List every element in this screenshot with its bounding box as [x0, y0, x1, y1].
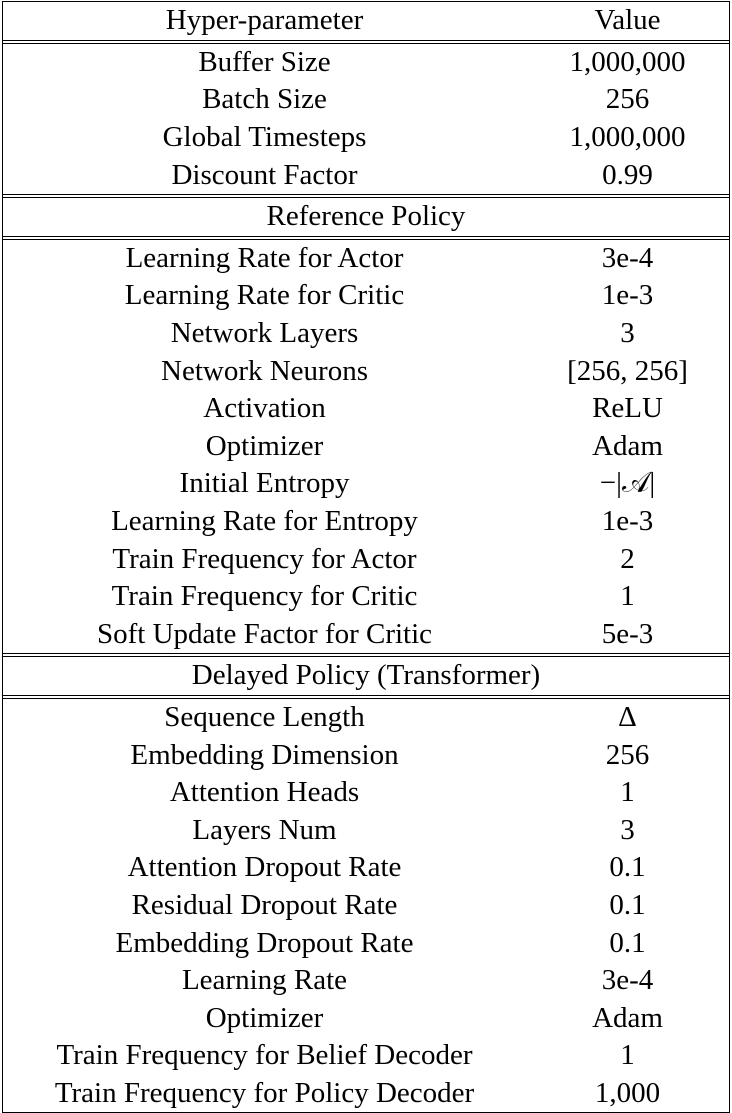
param-value: 0.1	[609, 926, 646, 959]
param-name: Discount Factor	[171, 158, 358, 191]
param-name: Batch Size	[202, 83, 327, 116]
table-row	[3, 1037, 729, 1075]
param-name: Attention Heads	[169, 776, 360, 809]
param-name: Residual Dropout Rate	[131, 888, 398, 921]
param-name: Buffer Size	[198, 45, 331, 78]
section-title: Reference Policy	[266, 200, 466, 233]
table-row	[3, 924, 729, 962]
table-row	[3, 774, 729, 812]
param-name: Train Frequency for Policy Decoder	[54, 1076, 475, 1109]
table-row	[3, 156, 729, 194]
table-row	[3, 277, 729, 315]
param-name: Network Neurons	[161, 354, 368, 387]
param-value: −|𝒜|	[599, 467, 656, 500]
table-row	[3, 1075, 729, 1113]
table-row	[3, 352, 729, 390]
section-title: Delayed Policy (Transformer)	[191, 659, 541, 692]
table-row	[3, 315, 729, 353]
param-value: 1	[620, 776, 635, 809]
param-name: Learning Rate	[181, 964, 348, 997]
header-param: Hyper-parameter	[165, 4, 364, 37]
policy-sections	[3, 194, 729, 1112]
table-row	[3, 540, 729, 578]
param-value: 1e-3	[601, 279, 654, 312]
table-row	[3, 119, 729, 157]
param-name: Activation	[203, 392, 326, 425]
param-value: 0.1	[609, 888, 646, 921]
param-name: Train Frequency for Critic	[111, 580, 418, 613]
param-value: 256	[605, 83, 650, 116]
param-value: 5e-3	[601, 617, 654, 650]
table-row	[3, 736, 729, 774]
section-header	[3, 657, 729, 695]
table-row	[3, 503, 729, 541]
table-row	[3, 390, 729, 428]
param-value: ReLU	[592, 392, 663, 425]
param-name: Layers Num	[192, 813, 337, 846]
param-value: Adam	[592, 1001, 663, 1034]
param-value: 3	[620, 813, 635, 846]
param-value: 1,000,000	[569, 121, 686, 154]
param-name: Sequence Length	[164, 700, 365, 733]
param-value: Adam	[592, 429, 663, 462]
table-row	[3, 811, 729, 849]
table-row	[3, 578, 729, 616]
param-value: 3e-4	[601, 241, 654, 274]
table-row	[3, 887, 729, 925]
section-header	[3, 198, 729, 236]
param-name: Optimizer	[205, 429, 324, 462]
param-name: Network Layers	[170, 317, 359, 350]
header-value: Value	[594, 4, 661, 37]
param-value: 1,000	[594, 1076, 661, 1109]
param-value: 256	[605, 738, 650, 771]
param-name: Optimizer	[205, 1001, 324, 1034]
table-row	[3, 616, 729, 654]
param-value: 1,000,000	[569, 45, 686, 78]
table-row	[3, 81, 729, 119]
param-name: Learning Rate for Actor	[125, 241, 404, 274]
header-row	[3, 2, 729, 40]
param-name: Train Frequency for Belief Decoder	[56, 1039, 473, 1072]
table-row	[3, 44, 729, 82]
table-row	[3, 465, 729, 503]
table-row	[3, 849, 729, 887]
param-name: Embedding Dropout Rate	[115, 926, 414, 959]
param-name: Learning Rate for Critic	[124, 279, 405, 312]
table-row	[3, 428, 729, 466]
table-row	[3, 962, 729, 1000]
param-value: 3	[620, 317, 635, 350]
param-value: 1e-3	[601, 505, 654, 538]
param-name: Learning Rate for Entropy	[111, 505, 418, 538]
param-name: Soft Update Factor for Critic	[96, 617, 433, 650]
param-name: Global Timesteps	[162, 121, 367, 154]
param-name: Attention Dropout Rate	[127, 851, 402, 884]
table-row	[3, 999, 729, 1037]
param-value: 3e-4	[601, 964, 654, 997]
table-row	[3, 699, 729, 737]
param-value: [256, 256]	[567, 354, 688, 387]
param-name: Train Frequency for Actor	[112, 542, 417, 575]
hyperparameter-table	[2, 1, 730, 1113]
param-value: 1	[620, 1039, 635, 1072]
param-value: 0.99	[602, 158, 653, 191]
param-value: Δ	[618, 700, 637, 733]
param-name: Embedding Dimension	[130, 738, 399, 771]
table-row	[3, 240, 729, 278]
param-value: 1	[620, 580, 635, 613]
param-value: 0.1	[609, 851, 646, 884]
param-value: 2	[620, 542, 635, 575]
param-name: Initial Entropy	[179, 467, 350, 500]
general-section	[3, 44, 729, 194]
